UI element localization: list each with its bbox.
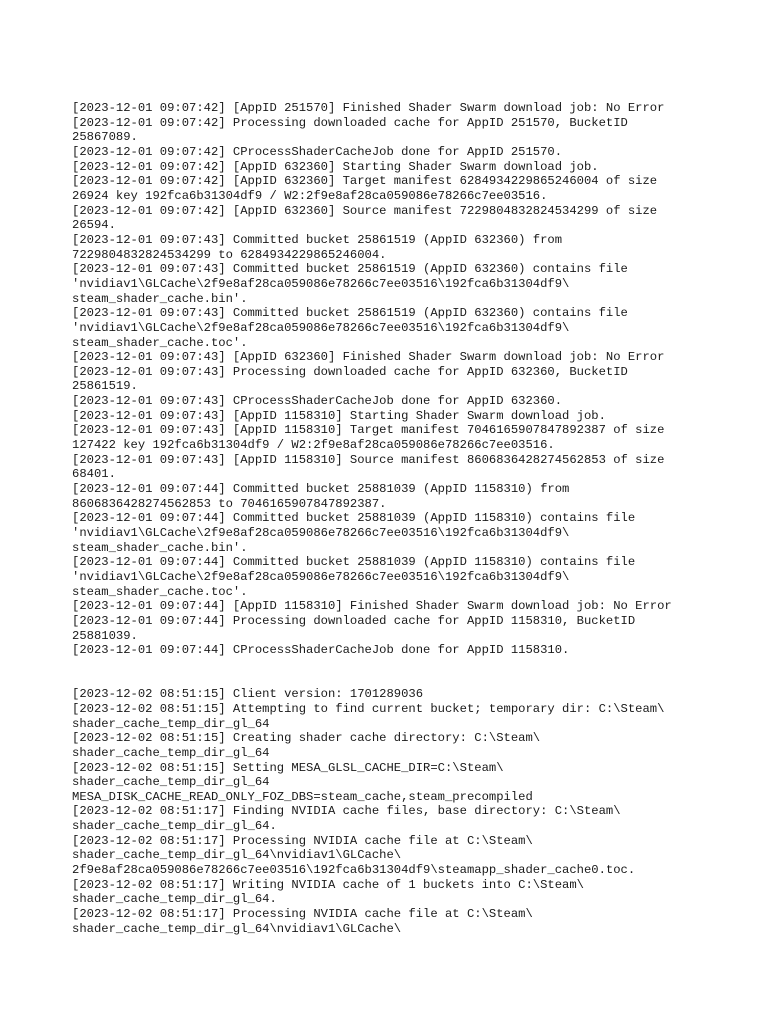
log-line: [2023-12-02 08:51:15] Setting MESA_GLSL_CACHE_DIR=C:\Steam\ [72,760,504,775]
log-line: [2023-12-02 08:51:17] Writing NVIDIA cache of 1 buckets into C:\Steam\ [72,877,584,892]
log-line: 25867089. [72,130,138,145]
log-line: shader_cache_temp_dir_gl_64 [72,775,270,790]
log-line: shader_cache_temp_dir_gl_64. [72,892,277,907]
log-line: shader_cache_temp_dir_gl_64\nvidiav1\GLCache\ [72,848,402,863]
log-line: shader_cache_temp_dir_gl_64. [72,819,277,834]
log-line: steam_shader_cache.toc'. [72,335,248,350]
log-line: 'nvidiav1\GLCache\2f9e8af28ca059086e78266c7ee03516\192fca6b31304df9\ [72,320,570,335]
log-line: [2023-12-01 09:07:42] Processing downloaded cache for AppID 251570, BucketID [72,115,628,130]
log-line: [2023-12-01 09:07:44] Processing downloaded cache for AppID 1158310, BucketID [72,613,636,628]
log-document [72,101,732,936]
log-line: [2023-12-01 09:07:44] [AppID 1158310] Finished Shader Swarm download job: No Error [72,599,672,614]
log-line: [2023-12-01 09:07:42] [AppID 632360] Starting Shader Swarm download job. [72,159,599,174]
log-line: [2023-12-01 09:07:42] [AppID 632360] Source manifest 7229804832824534299 of size [72,203,658,218]
log-line: 7229804832824534299 to 6284934229865246004. [72,247,387,262]
log-line: [2023-12-01 09:07:43] CProcessShaderCacheJob done for AppID 632360. [72,394,563,409]
log-line: 25881039. [72,628,138,643]
log-line: 26924 key 192fca6b31304df9 / W2:2f9e8af28ca059086e78266c7ee03516. [72,188,548,203]
log-line: [2023-12-01 09:07:43] Processing downloaded cache for AppID 632360, BucketID [72,364,628,379]
log-line: [2023-12-01 09:07:43] [AppID 1158310] Starting Shader Swarm download job. [72,408,606,423]
log-line: [2023-12-02 08:51:17] Processing NVIDIA cache file at C:\Steam\ [72,907,533,922]
log-line: 25861519. [72,379,138,394]
log-line: MESA_DISK_CACHE_READ_ONLY_FOZ_DBS=steam_cache,steam_precompiled [72,789,533,804]
log-line: 68401. [72,467,116,482]
log-line: 8606836428274562853 to 7046165907847892387. [72,496,387,511]
log-section-2023-12-01 [72,101,732,658]
log-line: [2023-12-01 09:07:43] [AppID 1158310] Source manifest 8606836428274562853 of size [72,452,665,467]
log-line: [2023-12-02 08:51:15] Attempting to find current bucket; temporary dir: C:\Steam\ [72,701,665,716]
log-line: [2023-12-01 09:07:43] [AppID 632360] Finished Shader Swarm download job: No Error [72,350,665,365]
log-line: [2023-12-02 08:51:17] Processing NVIDIA cache file at C:\Steam\ [72,833,533,848]
log-line: [2023-12-01 09:07:43] Committed bucket 25861519 (AppID 632360) contains file [72,262,628,277]
log-line: shader_cache_temp_dir_gl_64\nvidiav1\GLCache\ [72,921,402,936]
log-line: steam_shader_cache.bin'. [72,291,248,306]
log-line: [2023-12-01 09:07:44] Committed bucket 25881039 (AppID 1158310) contains file [72,511,636,526]
log-section-2023-12-02 [72,687,732,936]
log-line: [2023-12-01 09:07:43] Committed bucket 25861519 (AppID 632360) from [72,232,563,247]
log-line: 2f9e8af28ca059086e78266c7ee03516\192fca6b31304df9\steamapp_shader_cache0.toc. [72,863,636,878]
log-line: 127422 key 192fca6b31304df9 / W2:2f9e8af28ca059086e78266c7ee03516. [72,438,555,453]
log-line: 26594. [72,218,116,233]
log-line: [2023-12-01 09:07:44] Committed bucket 25881039 (AppID 1158310) from [72,482,570,497]
log-line: [2023-12-01 09:07:43] Committed bucket 25861519 (AppID 632360) contains file [72,306,628,321]
log-line: 'nvidiav1\GLCache\2f9e8af28ca059086e78266c7ee03516\192fca6b31304df9\ [72,276,570,291]
log-line: steam_shader_cache.bin'. [72,540,248,555]
log-line: [2023-12-01 09:07:42] [AppID 251570] Finished Shader Swarm download job: No Error [72,101,665,115]
log-line: [2023-12-01 09:07:42] CProcessShaderCacheJob done for AppID 251570. [72,144,563,159]
log-line: [2023-12-02 08:51:15] Client version: 1701289036 [72,687,424,702]
log-line: [2023-12-02 08:51:17] Finding NVIDIA cache files, base directory: C:\Steam\ [72,804,621,819]
log-line: shader_cache_temp_dir_gl_64 [72,716,270,731]
log-line: [2023-12-01 09:07:44] CProcessShaderCacheJob done for AppID 1158310. [72,643,570,658]
log-line: 'nvidiav1\GLCache\2f9e8af28ca059086e78266c7ee03516\192fca6b31304df9\ [72,526,570,541]
log-line: [2023-12-01 09:07:42] [AppID 632360] Target manifest 6284934229865246004 of size [72,174,658,189]
log-line: 'nvidiav1\GLCache\2f9e8af28ca059086e78266c7ee03516\192fca6b31304df9\ [72,570,570,584]
log-line: shader_cache_temp_dir_gl_64 [72,745,270,760]
log-line: [2023-12-01 09:07:44] Committed bucket 25881039 (AppID 1158310) contains file [72,555,636,570]
log-line: [2023-12-01 09:07:43] [AppID 1158310] Target manifest 7046165907847892387 of size [72,423,665,438]
log-line: [2023-12-02 08:51:15] Creating shader cache directory: C:\Steam\ [72,731,541,746]
log-line: steam_shader_cache.toc'. [72,584,248,599]
